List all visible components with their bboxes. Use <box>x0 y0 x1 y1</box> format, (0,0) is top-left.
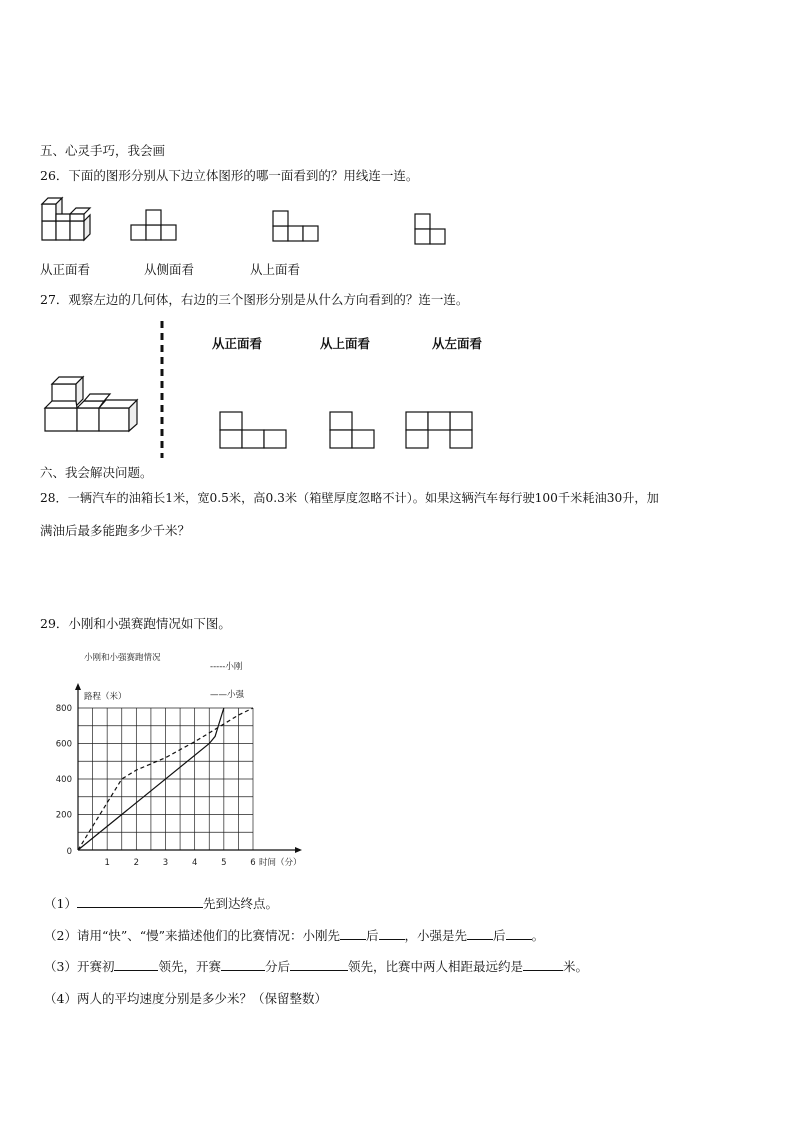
q29-sub3-blank-3[interactable] <box>290 958 348 971</box>
x-tick-label: 6 <box>250 858 256 868</box>
section-six-heading: 六、我会解决问题。 <box>40 465 153 480</box>
legend-entry: -----小刚 <box>210 662 243 672</box>
y-tick-label: 200 <box>55 810 72 821</box>
y-axis-arrow <box>75 683 81 690</box>
q29-sub3: （3）开赛初 领先，开赛 分后 领先，比赛中两人相距最远约是 米。 <box>44 959 589 974</box>
q27-view-2 <box>330 412 374 448</box>
chart-axes <box>75 683 302 853</box>
q29-sub2-blank-2[interactable] <box>379 927 405 940</box>
q29-sub1: （1） 先到达终点。 <box>44 896 278 911</box>
q26-3d-solid <box>42 198 90 240</box>
origin-label: 0 <box>66 847 72 857</box>
question-28-line2: 满油后最多能跑多少千米？ <box>40 523 191 538</box>
x-tick-label: 2 <box>133 858 140 868</box>
q29-sub4: （4）两人的平均速度分别是多少米？（保留整数） <box>44 991 327 1006</box>
q26-figures <box>0 195 794 275</box>
q27-label-left: 从左面看 <box>432 336 483 351</box>
y-tick-label: 400 <box>55 775 72 785</box>
x-tick-label: 4 <box>191 858 198 868</box>
q26-view-a <box>131 210 176 240</box>
q29-sub3-blank-1[interactable] <box>114 958 158 971</box>
q29-sub2-blank-4[interactable] <box>506 927 532 940</box>
q26-view-b <box>273 211 318 241</box>
chart-title: 小刚和小强赛跑情况 <box>84 653 161 663</box>
q26-label-side: 从侧面看 <box>144 262 195 277</box>
q29-sub2-blank-3[interactable] <box>467 927 493 940</box>
q29-sub2: （2）请用“快”、“慢”来描述他们的比赛情况：小刚先 后 ，小强是先 后 。 <box>44 928 545 943</box>
q26-label-top: 从上面看 <box>250 262 301 277</box>
q29-sub1-blank[interactable] <box>77 895 203 908</box>
x-tick-label: 1 <box>104 858 110 868</box>
chart-legend <box>210 661 245 700</box>
q26-label-front: 从正面看 <box>40 262 91 277</box>
q29-sub3-blank-4[interactable] <box>523 958 563 971</box>
q27-3d-solid <box>45 377 137 431</box>
y-tick-label: 600 <box>55 739 72 750</box>
q27-label-front: 从正面看 <box>212 336 263 351</box>
q27-label-top: 从上面看 <box>320 336 371 351</box>
q26-view-c <box>415 214 445 244</box>
question-26-text: 26．下面的图形分别从下边立体图形的哪一面看到的？用线连一连。 <box>40 168 419 183</box>
x-axis-arrow <box>295 847 302 853</box>
legend-entry: ——小强 <box>210 690 245 700</box>
q29-sub2-blank-1[interactable] <box>340 927 366 940</box>
x-tick-label: 3 <box>162 858 169 868</box>
question-28-line1: 28．一辆汽车的油箱长1米，宽0.5米，高0.3米（箱壁厚度忽略不计）。如果这辆汽车每行驶100千米耗油30升，加 <box>40 491 659 505</box>
section-five-heading: 五、心灵手巧，我会画 <box>40 143 166 158</box>
q27-view-1 <box>220 412 286 448</box>
y-tick-label: 800 <box>55 704 72 714</box>
chart-y-label: 路程（米） <box>84 692 127 702</box>
x-axis-label: 时间（分） <box>259 858 302 868</box>
question-27-text: 27．观察左边的几何体，右边的三个图形分别是从什么方向看到的？连一连。 <box>40 292 469 307</box>
race-chart <box>50 645 310 875</box>
q27-view-3 <box>406 412 472 448</box>
question-29-text: 29．小刚和小强赛跑情况如下图。 <box>40 616 231 631</box>
x-tick-label: 5 <box>221 858 227 868</box>
q29-sub3-blank-2[interactable] <box>221 958 265 971</box>
q27-figures <box>0 318 794 468</box>
